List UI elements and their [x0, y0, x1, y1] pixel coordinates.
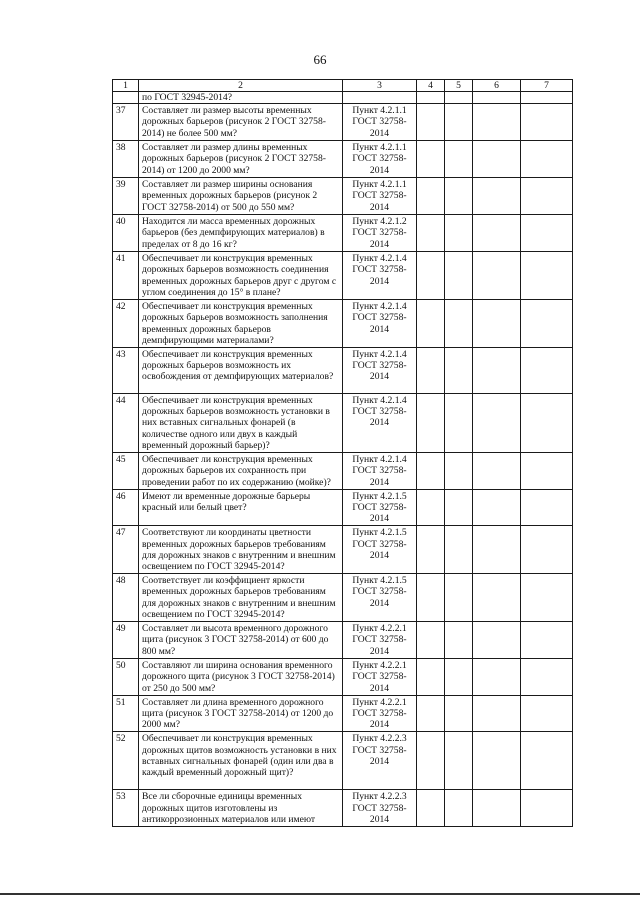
blank-cell — [521, 574, 573, 622]
row-number-cell: 43 — [113, 347, 139, 393]
blank-cell — [417, 104, 445, 141]
blank-cell — [473, 659, 521, 696]
continuation-row — [113, 92, 573, 104]
blank-cell — [521, 92, 573, 104]
column-header: 2 — [139, 80, 343, 92]
reference-cell: Пункт 4.2.1.1 ГОСТ 32758-2014 — [343, 178, 417, 215]
question-cell: Составляет ли размер высоты временных дорожных барьеров (рисунок 2 ГОСТ 32758-2014) не более 500 мм? — [139, 104, 343, 141]
blank-cell — [445, 659, 473, 696]
column-header: 4 — [417, 80, 445, 92]
row-number-cell: 52 — [113, 732, 139, 790]
reference-cell: Пункт 4.2.1.5 ГОСТ 32758-2014 — [343, 526, 417, 574]
blank-cell — [417, 252, 445, 300]
blank-cell — [445, 622, 473, 659]
reference-cell: Пункт 4.2.1.5 ГОСТ 32758-2014 — [343, 574, 417, 622]
reference-cell: Пункт 4.2.1.2 ГОСТ 32758-2014 — [343, 215, 417, 252]
blank-cell — [445, 215, 473, 252]
blank-cell — [521, 300, 573, 348]
row-number-cell: 48 — [113, 574, 139, 622]
page-number: 66 — [313, 52, 327, 67]
question-cell: Составляют ли ширина основания временного дорожного щита (рисунок 3 ГОСТ 32758-2014) от 250 до 500 мм? — [139, 659, 343, 696]
blank-cell — [473, 300, 521, 348]
blank-cell — [417, 92, 445, 104]
table-row — [113, 695, 573, 732]
row-number-cell: 37 — [113, 104, 139, 141]
question-cell: Обеспечивает ли конструкция временных дорожных щитов возможность установки в них вставных сигнальных фонарей (один или два в каждый временный дорожный щит)? — [139, 732, 343, 790]
row-number-cell: 53 — [113, 790, 139, 827]
blank-cell — [521, 622, 573, 659]
table-row — [113, 178, 573, 215]
reference-cell: Пункт 4.2.1.5 ГОСТ 32758-2014 — [343, 489, 417, 526]
reference-cell: Пункт 4.2.1.4 ГОСТ 32758-2014 — [343, 300, 417, 348]
table-row — [113, 347, 573, 393]
blank-cell — [521, 453, 573, 490]
row-number-cell: 45 — [113, 453, 139, 490]
table-row — [113, 141, 573, 178]
table-row — [113, 393, 573, 452]
question-cell: Обеспечивает ли конструкция временных дорожных барьеров возможность соединения временных дорожных барьеров друг с другом с углом соединения до 15° в плане? — [139, 252, 343, 300]
blank-cell — [473, 489, 521, 526]
blank-cell — [417, 178, 445, 215]
blank-cell — [473, 92, 521, 104]
blank-cell — [445, 526, 473, 574]
blank-cell — [417, 659, 445, 696]
question-cell: Соответствует ли коэффициент яркости временных дорожных барьеров требованиям для дорожных знаков с внутренним и внешним освещением по ГОСТ 32945-2014? — [139, 574, 343, 622]
reference-cell: Пункт 4.2.2.3 ГОСТ 32758-2014 — [343, 790, 417, 827]
question-cell: Обеспечивает ли конструкция временных дорожных барьеров возможность заполнения временных дорожных барьеров демпфирующими материалами? — [139, 300, 343, 348]
blank-cell — [417, 453, 445, 490]
blank-cell — [445, 92, 473, 104]
blank-cell — [445, 489, 473, 526]
page-bottom-rule — [0, 893, 640, 895]
blank-cell — [445, 141, 473, 178]
blank-cell — [445, 574, 473, 622]
blank-cell — [521, 252, 573, 300]
blank-cell — [521, 659, 573, 696]
checklist-table — [112, 79, 573, 827]
blank-cell — [445, 300, 473, 348]
blank-cell — [445, 732, 473, 790]
question-cell: Составляет ли длина временного дорожного щита (рисунок 3 ГОСТ 32758-2014) от 1200 до 2000 мм? — [139, 695, 343, 732]
reference-cell: Пункт 4.2.1.4 ГОСТ 32758-2014 — [343, 252, 417, 300]
column-header: 1 — [113, 80, 139, 92]
blank-cell — [445, 104, 473, 141]
table-row — [113, 622, 573, 659]
blank-cell — [473, 695, 521, 732]
blank-cell — [473, 141, 521, 178]
table-row — [113, 526, 573, 574]
reference-cell: Пункт 4.2.1.4 ГОСТ 32758-2014 — [343, 453, 417, 490]
blank-cell — [417, 300, 445, 348]
row-number-cell: 46 — [113, 489, 139, 526]
blank-cell — [521, 215, 573, 252]
question-cell: Составляет ли размер длины временных дорожных барьеров (рисунок 2 ГОСТ 32758-2014) от 1200 до 2000 мм? — [139, 141, 343, 178]
table-row — [113, 104, 573, 141]
question-cell: Находится ли масса временных дорожных барьеров (без демпфирующих материалов) в пределах от 8 до 16 кг? — [139, 215, 343, 252]
blank-cell — [521, 347, 573, 393]
table-row — [113, 300, 573, 348]
header-row — [113, 80, 573, 92]
blank-cell — [521, 489, 573, 526]
row-number-cell: 50 — [113, 659, 139, 696]
question-cell: Соответствуют ли координаты цветности временных дорожных барьеров требованиям для дорожных знаков с внутренним и внешним освещением по ГОСТ 32945-2014? — [139, 526, 343, 574]
row-number-cell: 39 — [113, 178, 139, 215]
column-header: 5 — [445, 80, 473, 92]
column-header: 3 — [343, 80, 417, 92]
table-row — [113, 659, 573, 696]
question-cell: Все ли сборочные единицы временных дорожных щитов изготовлены из антикоррозионных материалов или имеют — [139, 790, 343, 827]
row-number-cell: 51 — [113, 695, 139, 732]
blank-cell — [445, 790, 473, 827]
blank-cell — [473, 215, 521, 252]
blank-cell — [473, 790, 521, 827]
table-row — [113, 453, 573, 490]
reference-cell: Пункт 4.2.1.1 ГОСТ 32758-2014 — [343, 104, 417, 141]
blank-cell — [417, 347, 445, 393]
question-cell: Обеспечивает ли конструкция временных дорожных барьеров возможность их освобождения от демпфирующих материалов? — [139, 347, 343, 393]
blank-cell — [445, 393, 473, 452]
blank-cell — [521, 790, 573, 827]
row-number-cell: 42 — [113, 300, 139, 348]
table-row — [113, 790, 573, 827]
blank-cell — [473, 732, 521, 790]
blank-cell — [473, 622, 521, 659]
question-cell: Составляет ли размер ширины основания временных дорожных барьеров (рисунок 2 ГОСТ 32758-2014) от 500 до 550 мм? — [139, 178, 343, 215]
blank-cell — [417, 732, 445, 790]
blank-cell — [473, 453, 521, 490]
row-number-cell: 40 — [113, 215, 139, 252]
blank-cell — [445, 252, 473, 300]
blank-cell — [521, 178, 573, 215]
continuation-text: по ГОСТ 32945-2014? — [139, 92, 343, 104]
table-row — [113, 252, 573, 300]
blank-cell — [445, 695, 473, 732]
blank-cell — [417, 695, 445, 732]
blank-cell — [521, 526, 573, 574]
blank-cell — [445, 178, 473, 215]
blank-cell — [521, 104, 573, 141]
row-number-cell: 41 — [113, 252, 139, 300]
blank-cell — [473, 104, 521, 141]
blank-cell — [521, 393, 573, 452]
table-row — [113, 574, 573, 622]
question-cell: Составляет ли высота временного дорожного щита (рисунок 3 ГОСТ 32758-2014) от 600 до 800 мм? — [139, 622, 343, 659]
question-cell: Имеют ли временные дорожные барьеры красный или белый цвет? — [139, 489, 343, 526]
reference-cell: Пункт 4.2.1.4 ГОСТ 32758-2014 — [343, 347, 417, 393]
column-header: 6 — [473, 80, 521, 92]
reference-cell: Пункт 4.2.2.1 ГОСТ 32758-2014 — [343, 622, 417, 659]
blank-cell — [417, 393, 445, 452]
row-number-cell: 49 — [113, 622, 139, 659]
question-cell: Обеспечивает ли конструкция временных дорожных барьеров их сохранность при проведении работ по их содержанию (мойке)? — [139, 453, 343, 490]
reference-cell: Пункт 4.2.1.1 ГОСТ 32758-2014 — [343, 141, 417, 178]
blank-cell — [473, 252, 521, 300]
blank-cell — [417, 489, 445, 526]
question-cell: Обеспечивает ли конструкция временных дорожных барьеров возможность установки в них вставных сигнальных фонарей (в количестве одного или двух в каждый временный дорожный барьер)? — [139, 393, 343, 452]
blank-cell — [473, 526, 521, 574]
blank-cell — [473, 393, 521, 452]
reference-cell: Пункт 4.2.2.3 ГОСТ 32758-2014 — [343, 732, 417, 790]
blank-cell — [417, 790, 445, 827]
column-header: 7 — [521, 80, 573, 92]
blank-cell — [473, 347, 521, 393]
reference-cell — [343, 92, 417, 104]
table-row — [113, 489, 573, 526]
blank-cell — [417, 141, 445, 178]
table-row — [113, 732, 573, 790]
blank-cell — [473, 178, 521, 215]
blank-cell — [473, 574, 521, 622]
blank-cell — [445, 347, 473, 393]
blank-cell — [417, 215, 445, 252]
blank-cell — [521, 695, 573, 732]
blank-cell — [445, 453, 473, 490]
row-number-cell: 44 — [113, 393, 139, 452]
row-number-cell — [113, 92, 139, 104]
blank-cell — [417, 622, 445, 659]
blank-cell — [417, 526, 445, 574]
blank-cell — [521, 141, 573, 178]
row-number-cell: 38 — [113, 141, 139, 178]
blank-cell — [521, 732, 573, 790]
row-number-cell: 47 — [113, 526, 139, 574]
blank-cell — [417, 574, 445, 622]
reference-cell: Пункт 4.2.2.1 ГОСТ 32758-2014 — [343, 659, 417, 696]
table-row — [113, 215, 573, 252]
reference-cell: Пункт 4.2.2.1 ГОСТ 32758-2014 — [343, 695, 417, 732]
reference-cell: Пункт 4.2.1.4 ГОСТ 32758-2014 — [343, 393, 417, 452]
